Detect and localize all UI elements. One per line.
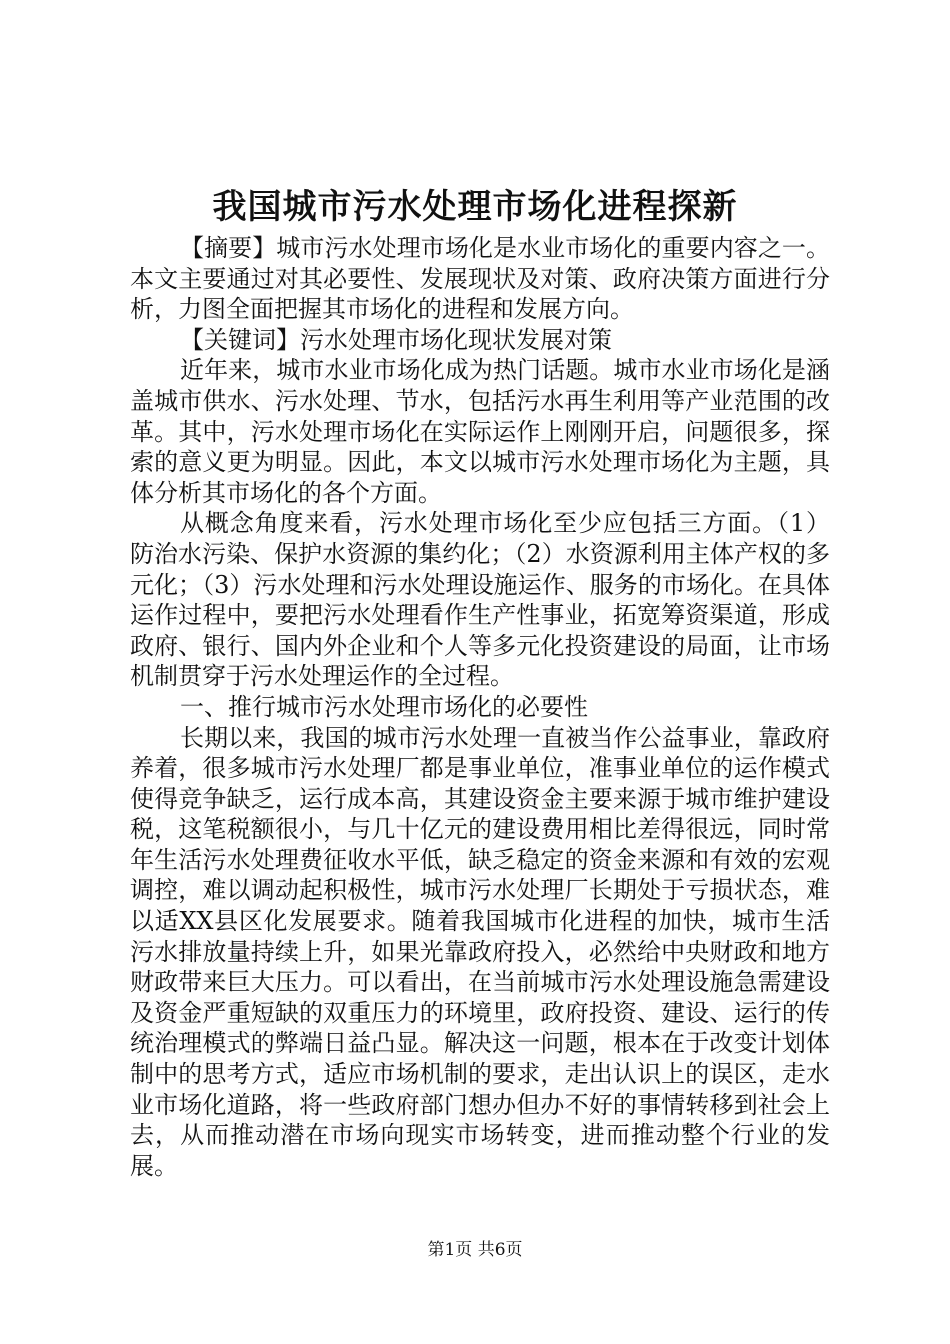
section-heading: 一、推行城市污水处理市场化的必要性 [180, 692, 588, 721]
document-title: 我国城市污水处理市场化进程探新 [212, 187, 738, 227]
necessity-paragraph: 长期以来，我国的城市污水处理一直被当作公益事业，靠政府养着，很多城市污水处理厂都是事业单位，准事业单位的运作模式使得竞争缺乏，运行成本高，其建设资金主要来源于城市维护建设税，这笔税额很小，与几十亿元的建设费用相比差得很远，同时常年生活污水处理费征收水平低，缺乏稳定的资金来源和有效的宏观调控，难以调动起积极性，城市污水处理厂长期处于亏损状态，难以适XX县区化发展要求。随着我国城市化进程的加快，城市生活污水排放量持续上升，如果光靠政府投入，必然给中央财政和地方财政带来巨大压力。可以看出，在当前城市污水处理设施急需建设及资金严重短缺的双重压力的环境里，政府投资、建设、运行的传统治理模式的弊端日益凸显。解决这一问题，根本在于改变计划体制中的思考方式，适应市场机制的要求，走出认识上的误区，走水业市场化道路，将一些政府部门想办但办不好的事情转移到社会上去，从而推动潜在市场向现实市场转变，进而推动整个行业的发展。 [130, 723, 830, 1180]
concept-paragraph: 从概念角度来看，污水处理市场化至少应包括三方面。（1）防治水污染、保护水资源的集约化；（2）水资源利用主体产权的多元化；（3）污水处理和污水处理设施运作、服务的市场化。在具体运作过程中，要把污水处理看作生产性事业，拓宽筹资渠道，形成政府、银行、国内外企业和个人等多元化投资建设的局面，让市场机制贯穿于污水处理运作的全过程。 [130, 509, 830, 691]
document-body [130, 233, 830, 1181]
page-footer: 第1页 共6页 [427, 1240, 523, 1260]
keywords-paragraph: 【关键词】污水处理市场化现状发展对策 [180, 325, 612, 354]
abstract-paragraph: 【摘要】城市污水处理市场化是水业市场化的重要内容之一。本文主要通过对其必要性、发展现状及对策、政府决策方面进行分析，力图全面把握其市场化的进程和发展方向。 [130, 234, 830, 324]
intro-paragraph: 近年来，城市水业市场化成为热门话题。城市水业市场化是涵盖城市供水、污水处理、节水，包括污水再生利用等产业范围的改革。其中，污水处理市场化在实际运作上刚刚开启，问题很多，探索的意义更为明显。因此，本文以城市污水处理市场化为主题，具体分析其市场化的各个方面。 [130, 356, 830, 507]
